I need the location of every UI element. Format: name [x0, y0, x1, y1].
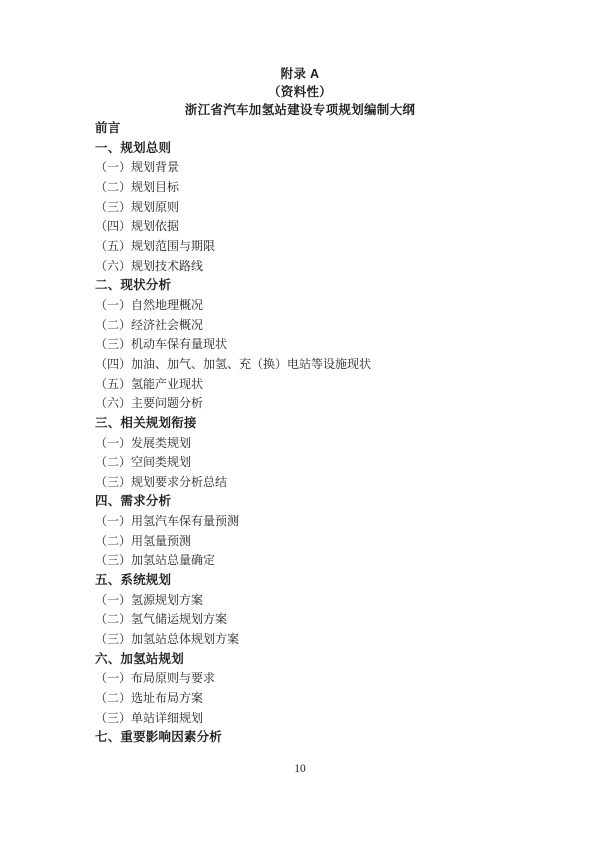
outline-item: （六）主要问题分析	[95, 396, 204, 411]
outline-item: （二）经济社会概况	[95, 317, 204, 332]
appendix-label: 附录 A	[280, 67, 320, 81]
outline-heading-foreword: 前言	[95, 121, 121, 135]
outline-item: （三）加氢站总体规划方案	[95, 632, 240, 647]
outline-item: （二）选址布局方案	[95, 691, 204, 706]
appendix-type-label: （资料性）	[267, 85, 332, 99]
outline-list	[0, 119, 600, 748]
document-header	[0, 0, 600, 119]
outline-item: （二）规划目标	[95, 179, 180, 194]
outline-heading-section-2: 二、现状分析	[95, 278, 172, 293]
outline-item: （二）氢气储运规划方案	[95, 612, 228, 627]
outline-item: （三）规划要求分析总结	[95, 474, 228, 489]
outline-item: （三）单站详细规划	[95, 710, 204, 725]
outline-item: （四）加油、加气、加氢、充（换）电站等设施现状	[95, 356, 372, 371]
document-title: 浙江省汽车加氢站建设专项规划编制大纲	[184, 103, 416, 117]
outline-item: （二）空间类规划	[95, 455, 192, 470]
outline-item: （三）机动车保有量现状	[95, 337, 228, 352]
outline-heading-section-6: 六、加氢站规划	[95, 651, 184, 666]
outline-heading-section-1: 一、规划总则	[95, 140, 172, 155]
outline-item: （一）自然地理概况	[95, 297, 204, 312]
outline-item: （六）规划技术路线	[95, 258, 204, 273]
outline-item: （一）用氢汽车保有量预测	[95, 514, 240, 529]
outline-heading-section-3: 三、相关规划衔接	[95, 415, 197, 430]
outline-item: （二）用氢量预测	[95, 533, 192, 548]
outline-item: （四）规划依据	[95, 219, 180, 234]
outline-item: （一）发展类规划	[95, 435, 192, 450]
outline-heading-section-4: 四、需求分析	[95, 494, 172, 509]
outline-item: （五）规划范围与期限	[95, 238, 216, 253]
outline-item: （一）氢源规划方案	[95, 592, 204, 607]
outline-item: （三）规划原则	[95, 199, 180, 214]
page-number: 10	[294, 763, 306, 775]
outline-heading-section-5: 五、系统规划	[95, 573, 172, 588]
outline-item: （一）布局原则与要求	[95, 671, 216, 686]
outline-item: （五）氢能产业现状	[95, 376, 204, 391]
outline-item: （一）规划背景	[95, 160, 180, 175]
outline-heading-section-7: 七、重要影响因素分析	[95, 730, 223, 745]
outline-item: （三）加氢站总量确定	[95, 553, 216, 568]
